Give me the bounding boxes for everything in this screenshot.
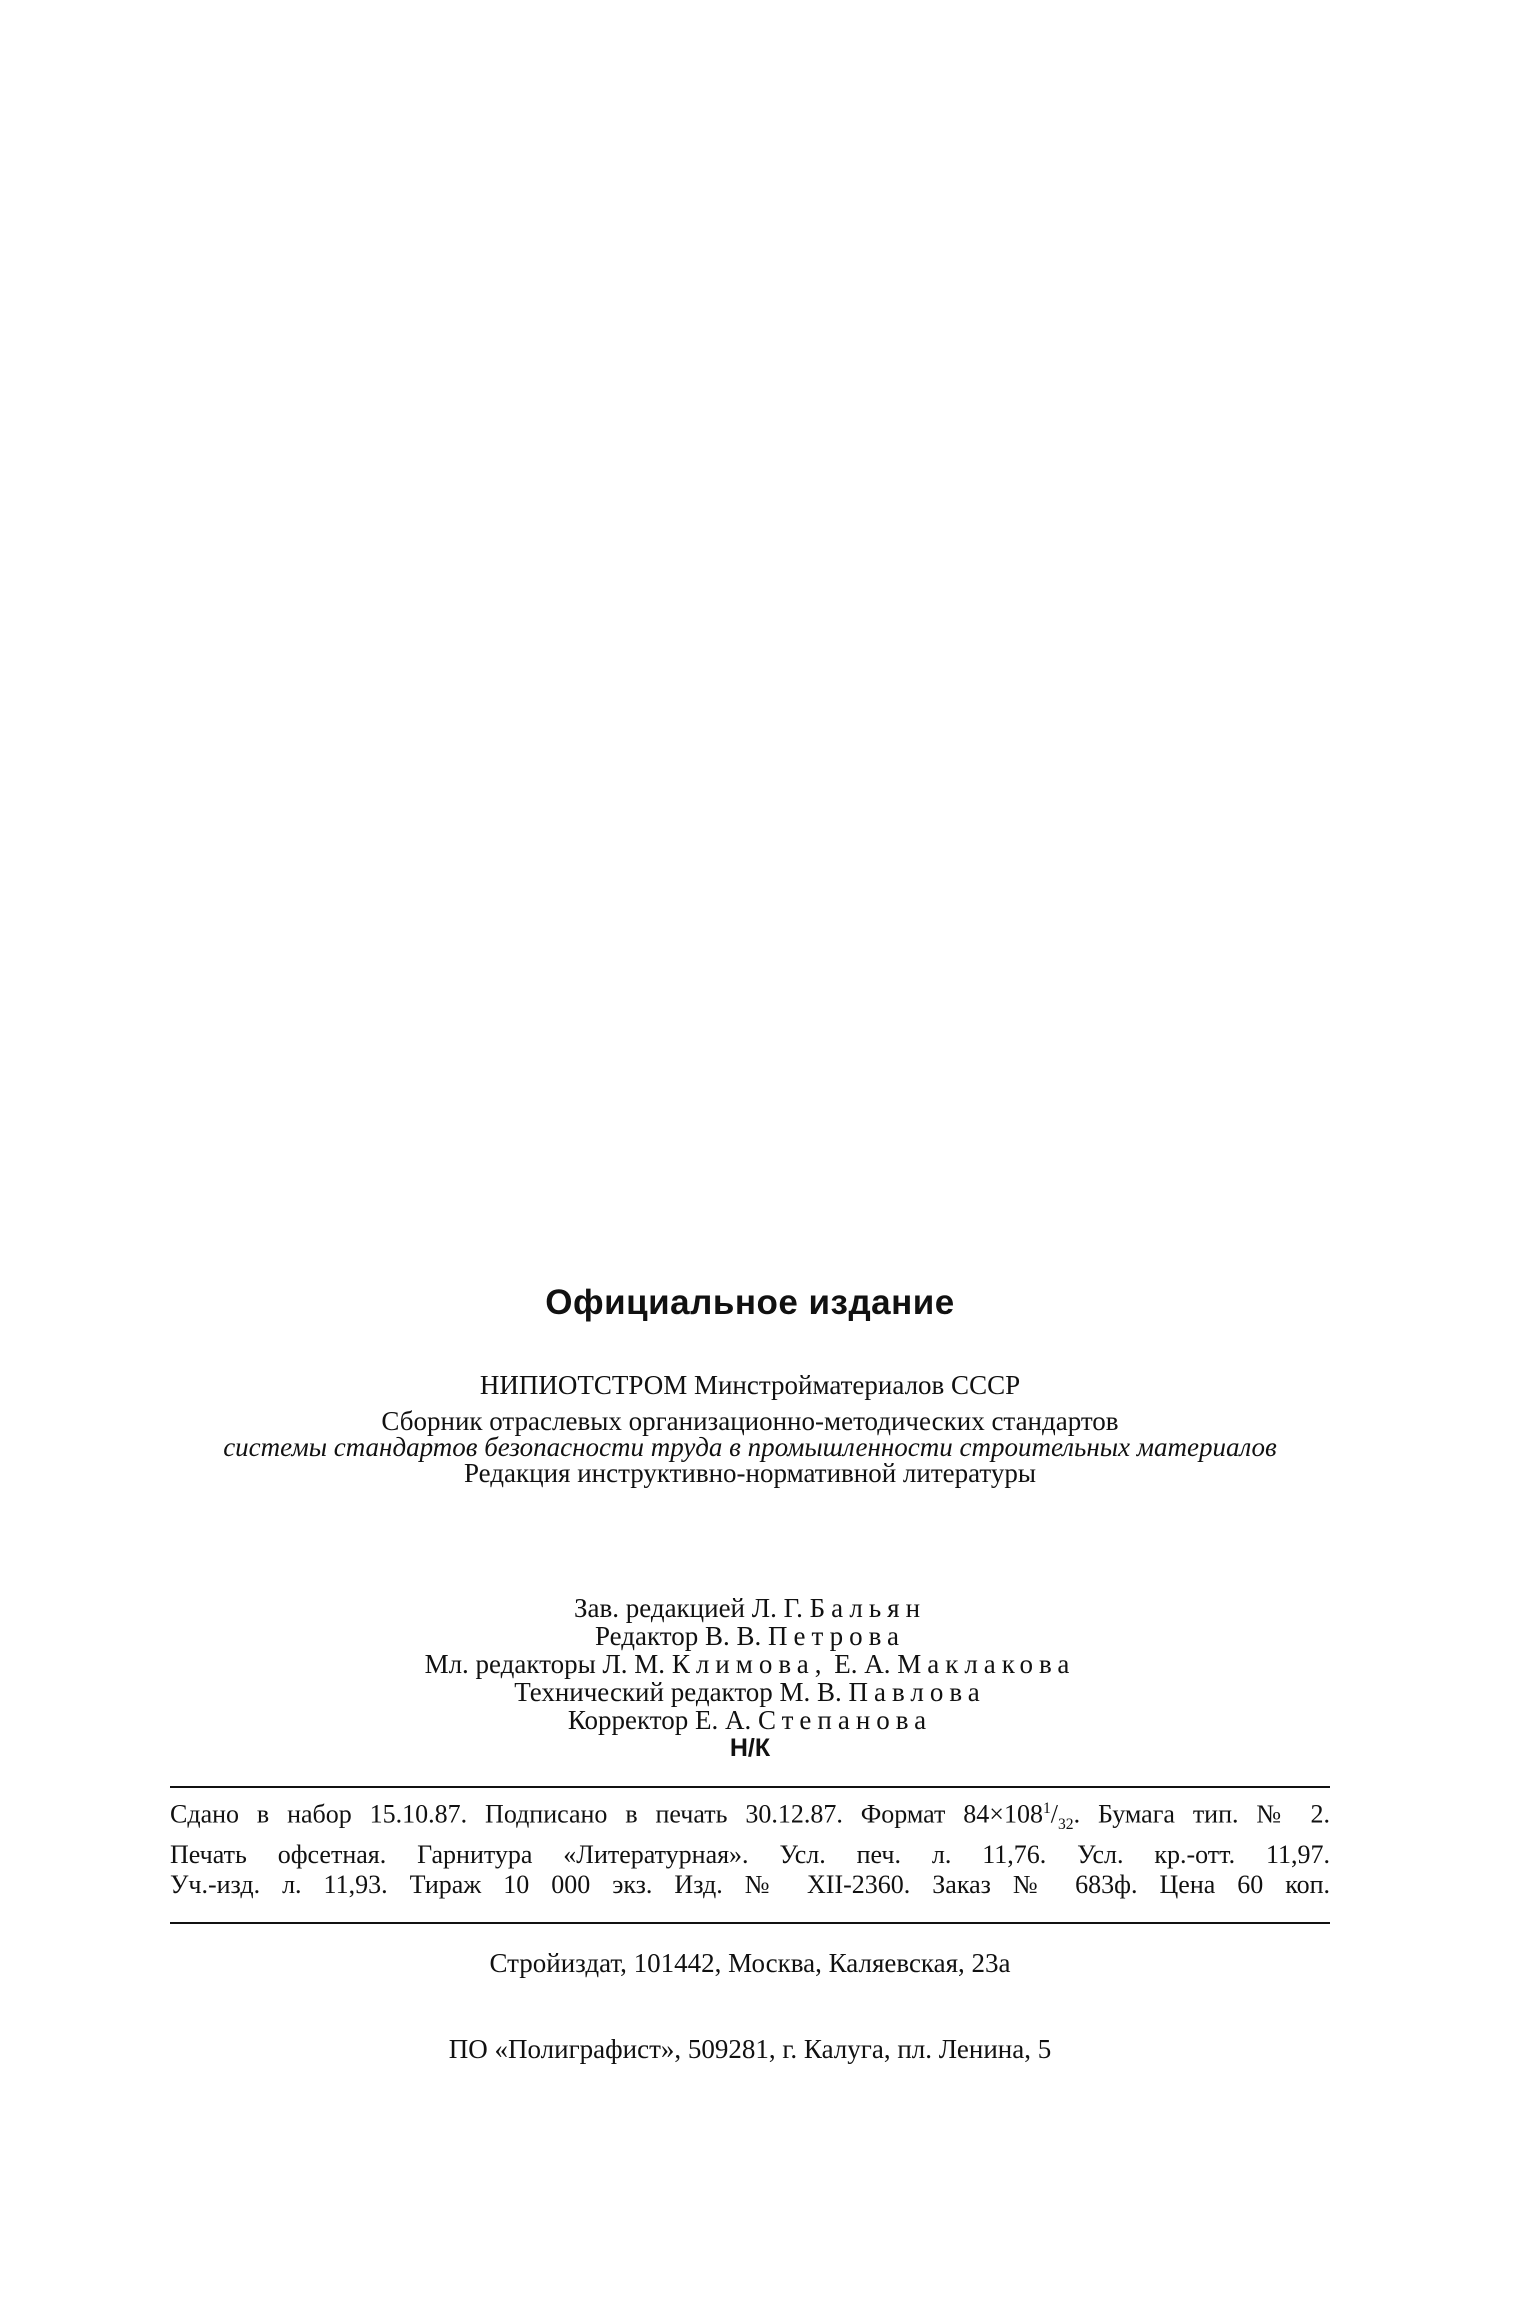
junior-editor-initials-2: Е. А. xyxy=(834,1649,891,1679)
divider-top xyxy=(170,1786,1330,1788)
organization-line: НИПИОТСТРОМ Минстройматериалов СССР xyxy=(479,1370,1021,1400)
imprint-line-1 xyxy=(170,1794,1330,1840)
format-fraction-denominator: 32 xyxy=(1057,1815,1074,1833)
corrector-name: Степанова xyxy=(757,1705,933,1735)
description-line-3: Редакция инструктивно-нормативной литературы xyxy=(464,1458,1036,1488)
imprint-line-1-text: Сдано в набор 15.10.87. Подписано в печать 30.12.87. Формат 84×108 xyxy=(170,1799,1043,1829)
editor-line xyxy=(170,1622,1330,1650)
format-fraction-numerator: 1 xyxy=(1042,1800,1051,1817)
head-editor-role: Зав. редакцией Л. Г. xyxy=(573,1593,803,1623)
publisher-address: Стройиздат, 101442, Москва, Каляевская, 23а xyxy=(489,1948,1011,1978)
tech-editor-role: Технический редактор М. В. xyxy=(514,1677,842,1707)
imprint-line-3: Уч.-изд. л. 11,93. Тираж 10 000 экз. Изд. № XII-2360. Заказ № 683ф. Цена 60 коп. xyxy=(170,1869,1330,1899)
editor-role: Редактор В. В. xyxy=(595,1621,762,1651)
editorial-staff xyxy=(170,1594,1330,1762)
format-fraction-slash: / xyxy=(1050,1799,1058,1829)
imprint-line-1-paper: . Бумага тип. № 2. xyxy=(1073,1799,1330,1829)
imprint-line-2: Печать офсетная. Гарнитура «Литературная». Усл. печ. л. 11,76. Усл. кр.-отт. 11,97. xyxy=(170,1839,1330,1869)
corrector-role: Корректор Е. А. xyxy=(567,1705,752,1735)
editor-name: Петрова xyxy=(767,1621,905,1651)
description-line-1: Сборник отраслевых организационно-методических стандартов xyxy=(381,1406,1119,1436)
nk-mark: Н/К xyxy=(729,1734,771,1762)
head-editor-name: Бальян xyxy=(809,1593,927,1623)
divider-bottom xyxy=(170,1922,1330,1924)
junior-editor-name-1: Климова, xyxy=(671,1649,828,1679)
description-line-2: системы стандартов безопасности труда в промышленности строительных материалов xyxy=(223,1432,1277,1462)
junior-editors-line xyxy=(170,1650,1330,1678)
head-editor-line xyxy=(170,1594,1330,1622)
publication-details xyxy=(170,1794,1330,1900)
edition-heading: Официальное издание xyxy=(545,1283,955,1322)
tech-editor-line xyxy=(170,1678,1330,1706)
tech-editor-name: Павлова xyxy=(848,1677,986,1707)
corrector-line xyxy=(170,1706,1330,1734)
junior-editors-role: Мл. редакторы Л. М. xyxy=(424,1649,666,1679)
junior-editor-name-2: Маклакова xyxy=(897,1649,1076,1679)
printer-address: ПО «Полиграфист», 509281, г. Калуга, пл. Ленина, 5 xyxy=(448,2034,1052,2064)
collection-description xyxy=(170,1408,1330,1486)
